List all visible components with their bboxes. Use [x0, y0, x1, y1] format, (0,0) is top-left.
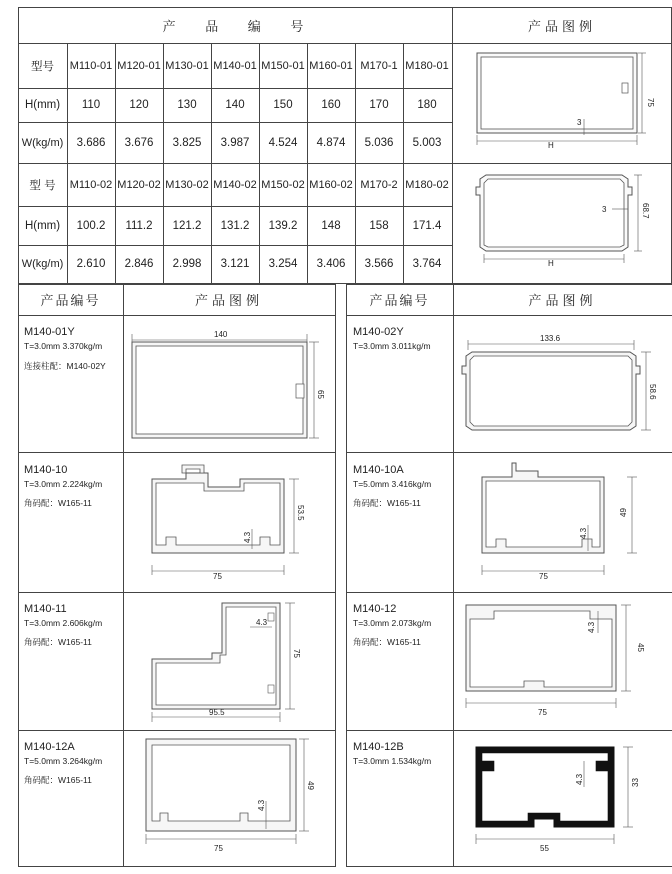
h-cell: 131.2: [220, 219, 250, 232]
profile-drawing-m140-12a: [124, 731, 335, 866]
g1-model-label: 型号: [31, 60, 54, 73]
product-code: M140-10A: [353, 464, 404, 476]
product-code: M140-12B: [353, 741, 404, 753]
product-code: M140-12: [353, 603, 397, 615]
dim-width: 140: [214, 330, 228, 339]
profile-drawing-group2: [452, 163, 672, 283]
product-spec: T=3.0mm 1.534kg/m: [353, 756, 432, 766]
dim-thickness: 4.3: [256, 618, 268, 627]
profile-drawing-m140-01y: [124, 316, 335, 452]
right-image-header: 产品图例: [528, 293, 597, 308]
product-code: M140-01Y: [24, 326, 75, 338]
product-spec: T=3.0mm 2.073kg/m: [353, 618, 432, 628]
dim-height: 58.6: [648, 384, 657, 400]
model-cell: M170-2: [360, 178, 398, 191]
dim-width: 95.5: [209, 708, 225, 717]
product-spec: T=3.0mm 3.370kg/m: [24, 341, 103, 351]
g1-dim-height: 75: [646, 98, 655, 107]
w-cell: 3.566: [364, 258, 394, 270]
h-cell: 158: [369, 219, 389, 232]
model-cell: M180-01: [405, 59, 449, 72]
h-cell: 121.2: [172, 219, 202, 232]
w-cell: 5.036: [364, 136, 394, 149]
h-cell: 120: [129, 99, 149, 111]
w-cell: 4.524: [268, 136, 298, 149]
product-note: 角码配：W165-11: [24, 637, 92, 647]
w-cell: 3.825: [172, 136, 202, 149]
g2-dim-wall: 3: [602, 205, 607, 214]
model-cell: M130-02: [165, 178, 209, 191]
w-cell: 2.610: [76, 258, 106, 270]
product-spec: T=5.0mm 3.416kg/m: [353, 479, 432, 489]
dim-width: 75: [538, 708, 547, 717]
dim-width: 133.6: [540, 334, 561, 343]
h-cell: 140: [225, 99, 245, 111]
dim-thickness: 4.3: [587, 621, 596, 633]
model-cell: M130-01: [165, 59, 209, 72]
product-spec: T=3.0mm 2.606kg/m: [24, 618, 103, 628]
dim-height: 49: [306, 781, 315, 790]
g1-dim-width: H: [548, 141, 554, 150]
w-cell: 5.003: [412, 136, 442, 149]
model-cell: M120-01: [117, 59, 161, 72]
model-cell: M180-02: [405, 178, 449, 191]
model-cell: M140-01: [213, 59, 257, 72]
left-image-header: 产品图例: [194, 293, 263, 308]
g1-dim-wall: 3: [577, 118, 582, 127]
profile-drawing-m140-10: [124, 453, 335, 592]
model-cell: M110-02: [69, 178, 113, 191]
dim-thickness: 4.3: [243, 531, 252, 543]
dim-height: 49: [619, 508, 628, 517]
h-cell: 160: [321, 99, 341, 111]
dim-width: 55: [540, 844, 549, 853]
product-spec: T=3.0mm 2.224kg/m: [24, 479, 103, 489]
h-cell: 110: [81, 99, 101, 111]
product-spec: T=3.0mm 3.011kg/m: [353, 341, 431, 351]
top-image-title: 产品图例: [527, 18, 596, 34]
dim-thickness: 4.3: [575, 773, 584, 785]
dim-height: 53.5: [296, 505, 305, 521]
h-cell: 130: [177, 99, 197, 111]
profile-drawing-m140-10a: [454, 453, 672, 592]
dim-height: 33: [631, 778, 640, 787]
left-code-header: 产品编号: [40, 293, 101, 308]
product-code: M140-02Y: [353, 326, 404, 338]
w-cell: 4.874: [316, 136, 346, 149]
right-code-header: 产品编号: [369, 293, 430, 308]
h-cell: 100.2: [76, 219, 106, 232]
profile-drawing-m140-11: [124, 593, 335, 730]
g1-h-label: H(mm): [24, 99, 61, 111]
dim-height: 65: [316, 390, 325, 399]
product-code: M140-10: [24, 464, 68, 476]
h-cell: 148: [321, 219, 341, 232]
g2-dim-width: H: [548, 259, 554, 268]
w-cell: 2.846: [124, 258, 154, 270]
model-cell: M170-1: [360, 59, 398, 72]
w-cell: 3.406: [316, 258, 346, 270]
dim-thickness: 4.3: [579, 527, 588, 539]
w-cell: 3.254: [268, 258, 298, 270]
product-code: M140-11: [24, 603, 67, 615]
dim-width: 75: [213, 572, 222, 581]
dim-width: 75: [539, 572, 548, 581]
g2-dim-height: 68.7: [641, 203, 650, 219]
w-cell: 3.686: [76, 136, 106, 149]
profile-drawing-m140-02y: [454, 316, 672, 452]
w-cell: 3.676: [124, 136, 154, 149]
h-cell: 150: [273, 99, 293, 111]
product-spec: T=5.0mm 3.264kg/m: [24, 756, 103, 766]
product-note: 角码配：W165-11: [24, 498, 92, 508]
profile-drawing-group1: [452, 43, 672, 163]
product-code: M140-12A: [24, 741, 75, 753]
g2-w-label: W(kg/m): [21, 258, 64, 270]
top-title: 产 品 编 号: [162, 18, 308, 34]
dim-thickness: 4.3: [257, 799, 266, 811]
g1-w-label: W(kg/m): [21, 136, 64, 149]
h-cell: 171.4: [412, 219, 442, 232]
g2-model-label: 型 号: [29, 179, 56, 192]
product-note: 连接柱配：M140-02Y: [24, 361, 106, 371]
g2-h-label: H(mm): [24, 219, 61, 232]
h-cell: 170: [369, 99, 389, 111]
h-cell: 111.2: [125, 219, 153, 232]
product-note: 角码配：W165-11: [353, 637, 421, 647]
h-cell: 180: [417, 99, 437, 111]
dim-width: 75: [214, 844, 223, 853]
w-cell: 2.998: [172, 258, 202, 270]
product-note: 角码配：W165-11: [353, 498, 421, 508]
model-cell: M150-02: [261, 178, 305, 191]
model-cell: M120-02: [117, 178, 161, 191]
h-cell: 139.2: [268, 219, 298, 232]
model-cell: M160-01: [309, 59, 353, 72]
w-cell: 3.121: [220, 258, 250, 270]
model-cell: M110-01: [69, 59, 113, 72]
product-note: 角码配：W165-11: [24, 775, 92, 785]
model-cell: M160-02: [309, 178, 353, 191]
model-cell: M140-02: [213, 178, 257, 191]
dim-height: 75: [292, 649, 301, 658]
profile-drawing-m140-12b: [454, 731, 672, 866]
w-cell: 3.987: [220, 136, 250, 149]
profile-drawing-m140-12: [454, 593, 672, 730]
model-cell: M150-01: [261, 59, 305, 72]
dim-height: 45: [636, 643, 645, 652]
w-cell: 3.764: [412, 258, 442, 270]
